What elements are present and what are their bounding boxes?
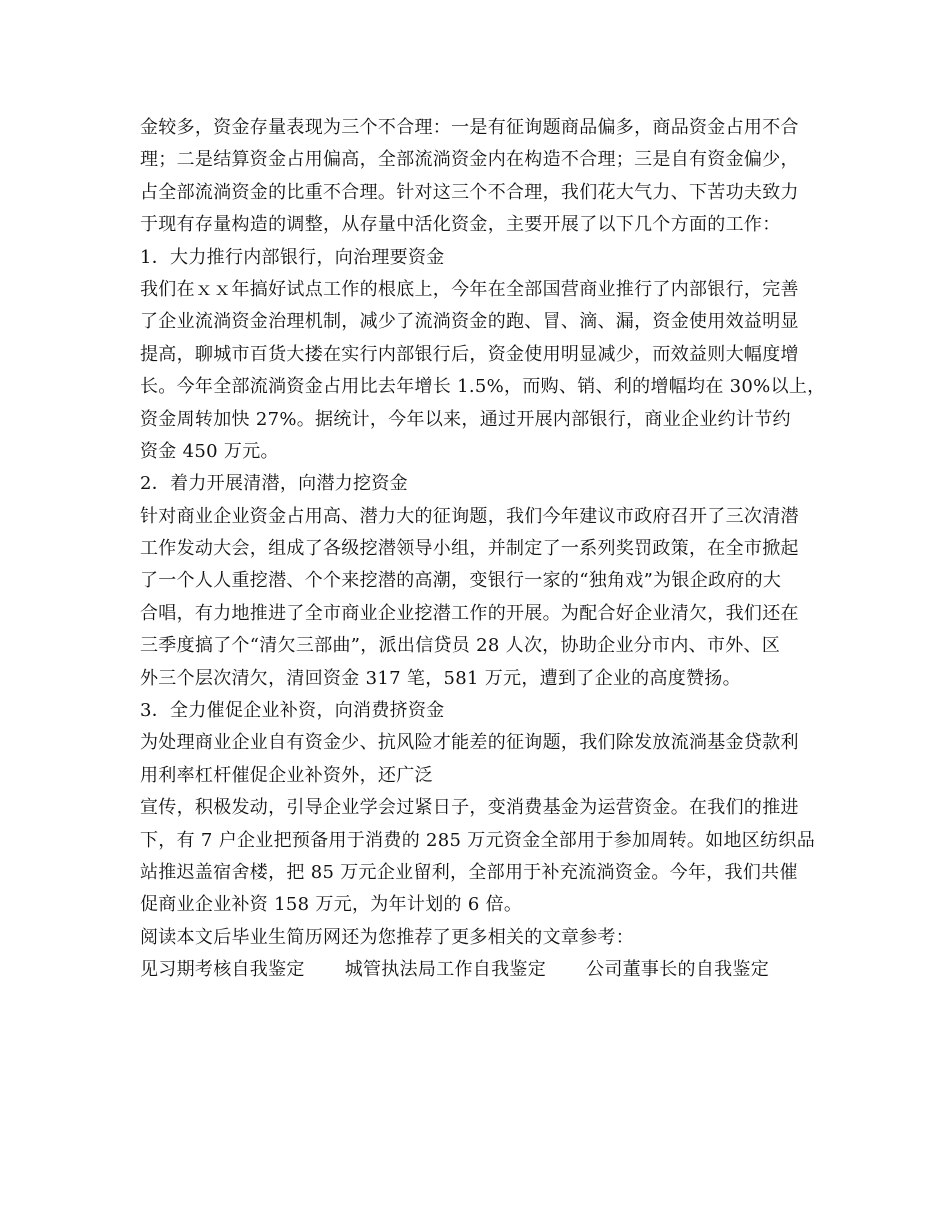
- document-page: [140, 112, 830, 987]
- text-line: 资金周转加快 27%。据统计，今年以来，通过开展内部银行，商业企业约计节约: [140, 408, 791, 430]
- text-line: 资金 450 万元。: [140, 440, 279, 462]
- text-line: 宣传，积极发动，引导企业学会过紧日子，变消费基金为运营资金。在我们的推进: [140, 797, 799, 819]
- related-link-internship-review[interactable]: 见习期考核自我鉴定: [140, 959, 305, 981]
- section-heading-1: 1．大力推行内部银行，向治理要资金: [140, 246, 445, 268]
- text-line: 理；二是结算资金占用偏高，全部流淌资金内在构造不合理；三是自有资金偏少，: [140, 149, 799, 171]
- text-line: 为处理商业企业自有资金少、抗风险才能差的征询题，我们除发放流淌基金贷款利: [140, 732, 799, 754]
- text-line: 合唱，有力地推进了全市商业企业挖潜工作的开展。为配合好企业清欠，我们还在: [140, 602, 799, 624]
- text-line: 了企业流淌资金治理机制，减少了流淌资金的跑、冒、滴、漏，资金使用效益明显: [140, 311, 799, 333]
- section-heading-3: 3．全力催促企业补资，向消费挤资金: [140, 700, 445, 722]
- text-line: 金较多，资金存量表现为三个不合理：一是有征询题商品偏多，商品资金占用不合: [140, 117, 799, 138]
- related-link-urban-management[interactable]: 城管执法局工作自我鉴定: [344, 959, 547, 981]
- text-line: 针对商业企业资金占用高、潜力大的征询题，我们今年建议市政府召开了三次清潜: [140, 505, 799, 527]
- text-line: 用利率杠杆催促企业补资外，还广泛: [140, 764, 433, 786]
- related-link-chairman-review[interactable]: 公司董事长的自我鉴定: [586, 959, 770, 981]
- text-line: 提高，聊城市百货大搂在实行内部银行后，资金使用明显减少，而效益则大幅度增: [140, 343, 799, 365]
- text-line: 于现有存量构造的调整，从存量中活化资金，主要开展了以下几个方面的工作：: [140, 214, 781, 236]
- text-line: 长。今年全部流淌资金占用比去年增长 1.5%，而购、销、利的增幅均在 30%以上，: [140, 376, 826, 398]
- text-line: 促商业企业补资 158 万元，为年计划的 6 倍。: [140, 894, 523, 916]
- text-line: 工作发动大会，组成了各级挖潜领导小组，并制定了一系列奖罚政策，在全市掀起: [140, 538, 799, 560]
- related-articles-intro: 阅读本文后毕业生简历网还为您推荐了更多相关的文章参考：: [140, 926, 635, 948]
- text-line: 我们在ｘｘ年搞好试点工作的根底上，今年在全部国营商业推行了内部银行，完善: [140, 278, 799, 300]
- related-links: [140, 954, 830, 986]
- text-line: 站推迟盖宿舍楼，把 85 万元企业留利，全部用于补充流淌资金。今年，我们共催: [140, 861, 798, 883]
- text-line: 了一个人人重挖潜、个个来挖潜的高潮，变银行一家的“独角戏”为银企政府的大: [140, 570, 782, 592]
- text-line: 下，有 7 户企业把预备用于消费的 285 万元资金全部用于参加周转。如地区纺织品: [140, 829, 815, 851]
- text-line: 外三个层次清欠，清回资金 317 笔，581 万元，遭到了企业的高度赞扬。: [140, 667, 741, 689]
- text-line: 三季度搞了个“清欠三部曲”，派出信贷员 28 人次，协助企业分市内、市外、区: [140, 635, 781, 657]
- text-line: 占全部流淌资金的比重不合理。针对这三个不合理，我们花大气力、下苦功夫致力: [140, 181, 799, 203]
- section-heading-2: 2．着力开展清潜，向潜力挖资金: [140, 473, 408, 495]
